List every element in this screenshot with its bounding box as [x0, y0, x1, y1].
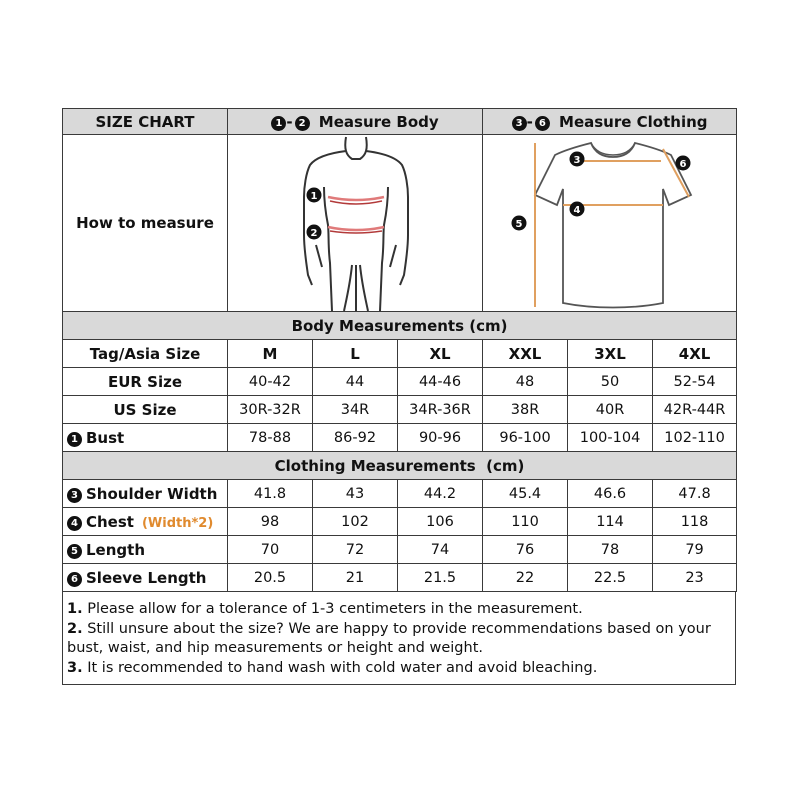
table-cell: 21.5	[398, 564, 483, 592]
chest-marker: 4	[67, 516, 82, 531]
shirt-figure	[483, 135, 737, 311]
table-cell: 78-88	[228, 424, 313, 452]
table-cell: 52-54	[653, 368, 737, 396]
table-cell: 23	[653, 564, 737, 592]
clothing-section-title: Clothing Measurements (cm)	[63, 452, 737, 480]
table-cell: 45.4	[483, 480, 568, 508]
table-cell: 20.5	[228, 564, 313, 592]
note-text: It is recommended to hand wash with cold water and avoid bleaching.	[87, 659, 598, 676]
size-col-header: XXL	[483, 340, 568, 368]
shoulder-marker: 3	[67, 488, 82, 503]
table-cell: 114	[568, 508, 653, 536]
table-cell: 40-42	[228, 368, 313, 396]
table-row-chest	[63, 508, 737, 536]
table-cell: 118	[653, 508, 737, 536]
size-col-header: M	[228, 340, 313, 368]
row-label: EUR Size	[63, 368, 228, 396]
table-cell: 44	[313, 368, 398, 396]
size-header-row	[63, 340, 737, 368]
sleeve-marker: 6	[67, 572, 82, 587]
row-label: Bust	[86, 428, 125, 447]
how-to-measure-label: How to measure	[63, 135, 228, 312]
body-figure-cell	[228, 135, 483, 312]
table-cell: 102-110	[653, 424, 737, 452]
table-cell: 34R	[313, 396, 398, 424]
body-heading: Measure Body	[318, 112, 439, 131]
size-header-label: Tag/Asia Size	[63, 340, 228, 368]
note-number: 2.	[67, 620, 83, 637]
table-cell: 43	[313, 480, 398, 508]
table-cell: 96-100	[483, 424, 568, 452]
table-cell: 70	[228, 536, 313, 564]
table-cell: 76	[483, 536, 568, 564]
marker-1: 1	[271, 116, 286, 131]
table-row-eur-size	[63, 368, 737, 396]
row-label: Length	[86, 540, 145, 559]
table-cell: 22.5	[568, 564, 653, 592]
size-table	[62, 108, 737, 592]
row-label: US Size	[63, 396, 228, 424]
size-col-header: 4XL	[653, 340, 737, 368]
chest-width-note: (Width*2)	[141, 515, 214, 531]
table-cell: 79	[653, 536, 737, 564]
table-cell: 42R-44R	[653, 396, 737, 424]
note-number: 3.	[67, 659, 83, 676]
row-label: Chest	[86, 512, 134, 531]
table-cell: 44-46	[398, 368, 483, 396]
notes-box	[62, 592, 736, 685]
table-row-us-size	[63, 396, 737, 424]
table-cell: 86-92	[313, 424, 398, 452]
table-cell: 106	[398, 508, 483, 536]
figure-row	[63, 135, 737, 312]
table-row-bust	[63, 424, 737, 452]
marker-2: 2	[295, 116, 310, 131]
size-chart	[62, 108, 736, 685]
shirt-marker-3-text: 3	[573, 155, 581, 166]
bust-line	[328, 197, 384, 200]
clothing-heading: Measure Clothing	[559, 112, 708, 131]
waist-line	[328, 227, 384, 230]
table-cell: 100-104	[568, 424, 653, 452]
table-cell: 34R-36R	[398, 396, 483, 424]
note-item	[67, 659, 731, 679]
table-cell: 72	[313, 536, 398, 564]
note-text: Still unsure about the size? We are happy to provide recommendations based on your bust, waist, and hip measurements or height and weight.	[67, 620, 711, 656]
shirt-figure-cell	[483, 135, 737, 312]
clothing-section-row	[63, 452, 737, 480]
row-label-cell	[63, 424, 228, 452]
bust-marker: 1	[67, 432, 82, 447]
marker-6: 6	[535, 116, 550, 131]
note-text: Please allow for a tolerance of 1-3 centimeters in the measurement.	[87, 601, 583, 617]
shirt-marker-5-text: 5	[515, 219, 523, 230]
row-label: Sleeve Length	[86, 568, 207, 587]
length-marker: 5	[67, 544, 82, 559]
table-cell: 41.8	[228, 480, 313, 508]
row-label-cell	[63, 564, 228, 592]
body-section-title: Body Measurements (cm)	[63, 312, 737, 340]
table-cell: 40R	[568, 396, 653, 424]
table-cell: 50	[568, 368, 653, 396]
table-cell: 30R-32R	[228, 396, 313, 424]
chart-header-row	[63, 109, 737, 135]
row-label: Shoulder Width	[86, 484, 218, 503]
chart-title: SIZE CHART	[63, 109, 228, 135]
table-row-shoulder-width	[63, 480, 737, 508]
size-col-header: XL	[398, 340, 483, 368]
table-cell: 38R	[483, 396, 568, 424]
size-col-header: L	[313, 340, 398, 368]
note-item	[67, 600, 731, 620]
table-cell: 98	[228, 508, 313, 536]
table-cell: 78	[568, 536, 653, 564]
table-cell: 74	[398, 536, 483, 564]
table-cell: 21	[313, 564, 398, 592]
marker-3: 3	[512, 116, 527, 131]
table-cell: 22	[483, 564, 568, 592]
note-item	[67, 620, 731, 659]
body-section-row	[63, 312, 737, 340]
clothing-heading-cell: 3 - 6 Measure Clothing	[483, 109, 737, 135]
table-row-length	[63, 536, 737, 564]
note-number: 1.	[67, 601, 83, 617]
table-cell: 48	[483, 368, 568, 396]
size-col-header: 3XL	[568, 340, 653, 368]
table-cell: 46.6	[568, 480, 653, 508]
body-heading-cell: 1 - 2 Measure Body	[228, 109, 483, 135]
table-cell: 102	[313, 508, 398, 536]
row-label-cell	[63, 508, 228, 536]
body-marker-1-text: 1	[310, 191, 318, 202]
table-cell: 47.8	[653, 480, 737, 508]
shirt-marker-4-text: 4	[573, 205, 581, 216]
tshirt-icon	[535, 143, 691, 308]
table-cell: 44.2	[398, 480, 483, 508]
body-figure	[228, 135, 481, 311]
table-row-sleeve-length	[63, 564, 737, 592]
row-label-cell	[63, 536, 228, 564]
row-label-cell	[63, 480, 228, 508]
body-marker-2-text: 2	[310, 228, 318, 239]
table-cell: 90-96	[398, 424, 483, 452]
table-cell: 110	[483, 508, 568, 536]
shirt-marker-6-text: 6	[679, 159, 687, 170]
